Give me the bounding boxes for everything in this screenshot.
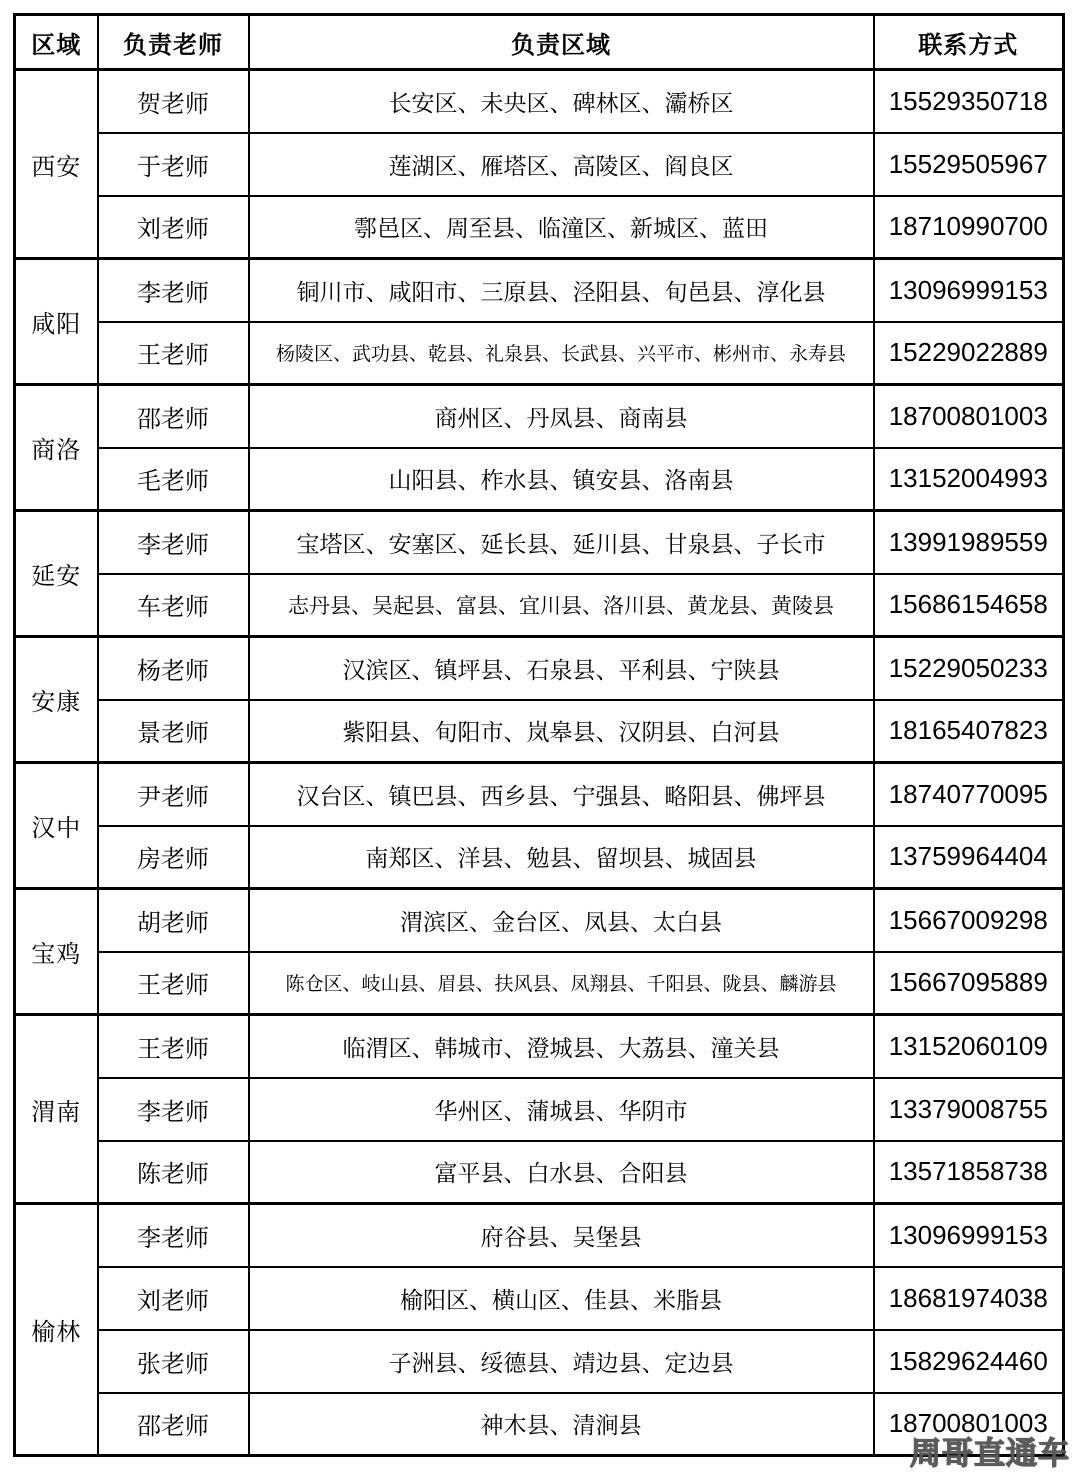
area-cell: 神木县、清涧县 [249,1393,874,1456]
area-cell: 鄠邑区、周至县、临潼区、新城区、蓝田 [249,196,874,259]
area-cell: 宝塔区、安塞区、延长县、延川县、甘泉县、子长市 [249,511,874,574]
phone-cell: 13759964404 [874,826,1064,889]
watermark: 周哥直通车 [910,1436,1070,1471]
phone-cell: 18700801003 [874,1393,1064,1456]
teacher-cell: 于老师 [98,133,249,196]
region-cell: 咸阳 [15,259,98,385]
teacher-cell: 刘老师 [98,1267,249,1330]
table-row [15,952,1064,1015]
teacher-cell: 邵老师 [98,1393,249,1456]
table-row [15,448,1064,511]
phone-cell: 15667009298 [874,889,1064,952]
table-row [15,133,1064,196]
area-cell: 铜川市、咸阳市、三原县、泾阳县、旬邑县、淳化县 [249,259,874,322]
area-cell: 华州区、蒲城县、华阴市 [249,1078,874,1141]
table-row [15,574,1064,637]
region-cell: 宝鸡 [15,889,98,1015]
phone-cell: 13152004993 [874,448,1064,511]
phone-cell: 13379008755 [874,1078,1064,1141]
region-cell: 商洛 [15,385,98,511]
teacher-cell: 李老师 [98,1078,249,1141]
table-row [15,763,1064,826]
area-cell: 渭滨区、金台区、凤县、太白县 [249,889,874,952]
phone-cell: 15829624460 [874,1330,1064,1393]
table-row [15,259,1064,322]
area-cell: 府谷县、吴堡县 [249,1204,874,1267]
col-header-region: 区域 [15,15,98,70]
area-cell: 商州区、丹凤县、商南县 [249,385,874,448]
phone-cell: 18165407823 [874,700,1064,763]
teacher-cell: 王老师 [98,1015,249,1078]
area-cell: 杨陵区、武功县、乾县、礼泉县、长武县、兴平市、彬州市、永寿县 [249,322,874,385]
table-row [15,1141,1064,1204]
teacher-cell: 邵老师 [98,385,249,448]
area-cell: 紫阳县、旬阳市、岚皋县、汉阴县、白河县 [249,700,874,763]
teacher-cell: 景老师 [98,700,249,763]
phone-cell: 13096999153 [874,1204,1064,1267]
area-cell: 榆阳区、横山区、佳县、米脂县 [249,1267,874,1330]
table-row [15,1204,1064,1267]
table-row [15,1015,1064,1078]
table-row [15,637,1064,700]
area-cell: 莲湖区、雁塔区、高陵区、阎良区 [249,133,874,196]
phone-cell: 13096999153 [874,259,1064,322]
col-header-area: 负责区域 [249,15,874,70]
phone-cell: 18740770095 [874,763,1064,826]
area-cell: 汉滨区、镇坪县、石泉县、平利县、宁陕县 [249,637,874,700]
phone-cell: 15229050233 [874,637,1064,700]
col-header-teacher: 负责老师 [98,15,249,70]
phone-cell: 13152060109 [874,1015,1064,1078]
contact-table [13,13,1065,1457]
phone-cell: 13571858738 [874,1141,1064,1204]
teacher-cell: 张老师 [98,1330,249,1393]
teacher-cell: 李老师 [98,511,249,574]
teacher-cell: 毛老师 [98,448,249,511]
teacher-cell: 杨老师 [98,637,249,700]
phone-cell: 15229022889 [874,322,1064,385]
area-cell: 汉台区、镇巴县、西乡县、宁强县、略阳县、佛坪县 [249,763,874,826]
area-cell: 南郑区、洋县、勉县、留坝县、城固县 [249,826,874,889]
region-cell: 汉中 [15,763,98,889]
table-row [15,1267,1064,1330]
table-row [15,511,1064,574]
phone-cell: 15686154658 [874,574,1064,637]
table-row [15,385,1064,448]
header-row [15,15,1064,70]
teacher-cell: 李老师 [98,259,249,322]
phone-cell: 15529505967 [874,133,1064,196]
teacher-cell: 车老师 [98,574,249,637]
col-header-contact: 联系方式 [874,15,1064,70]
teacher-cell: 王老师 [98,322,249,385]
table-row [15,826,1064,889]
area-cell: 子洲县、绥德县、靖边县、定边县 [249,1330,874,1393]
region-cell: 西安 [15,70,98,259]
region-cell: 延安 [15,511,98,637]
teacher-cell: 尹老师 [98,763,249,826]
table-row [15,196,1064,259]
phone-cell: 18710990700 [874,196,1064,259]
phone-cell: 13991989559 [874,511,1064,574]
area-cell: 富平县、白水县、合阳县 [249,1141,874,1204]
teacher-cell: 陈老师 [98,1141,249,1204]
area-cell: 临渭区、韩城市、澄城县、大荔县、潼关县 [249,1015,874,1078]
region-cell: 渭南 [15,1015,98,1204]
table-row [15,322,1064,385]
area-cell: 长安区、未央区、碑林区、灞桥区 [249,70,874,133]
area-cell: 山阳县、柞水县、镇安县、洛南县 [249,448,874,511]
teacher-cell: 李老师 [98,1204,249,1267]
phone-cell: 18700801003 [874,385,1064,448]
teacher-cell: 房老师 [98,826,249,889]
phone-cell: 18681974038 [874,1267,1064,1330]
table-row [15,889,1064,952]
table-row [15,1393,1064,1456]
area-cell: 志丹县、吴起县、富县、宜川县、洛川县、黄龙县、黄陵县 [249,574,874,637]
region-cell: 安康 [15,637,98,763]
table-row [15,700,1064,763]
area-cell: 陈仓区、岐山县、眉县、扶风县、凤翔县、千阳县、陇县、麟游县 [249,952,874,1015]
teacher-cell: 贺老师 [98,70,249,133]
teacher-cell: 刘老师 [98,196,249,259]
phone-cell: 15529350718 [874,70,1064,133]
teacher-cell: 胡老师 [98,889,249,952]
table-row [15,1078,1064,1141]
teacher-cell: 王老师 [98,952,249,1015]
table-row [15,1330,1064,1393]
region-cell: 榆林 [15,1204,98,1456]
phone-cell: 15667095889 [874,952,1064,1015]
table-row [15,70,1064,133]
